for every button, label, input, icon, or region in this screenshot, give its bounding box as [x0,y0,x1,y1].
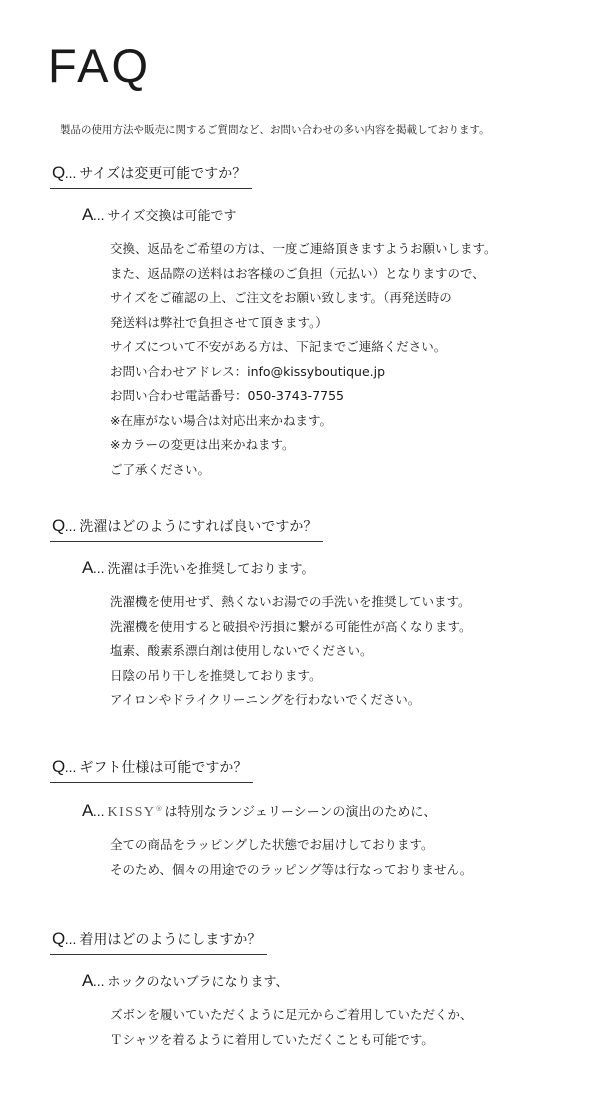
answer-head [82,799,570,823]
answer-line: そのため、個々の用途でのラッピング等は行なっておりません。 [110,861,473,877]
page-title: FAQ [48,39,152,92]
answer-line-email: お問い合わせアドレス：info@kissyboutique.jp [110,363,386,379]
answer-line: ※在庫がない場合は対応出来かねます。 [110,412,332,428]
faq-answer [82,799,570,882]
a-dots: ... [92,973,105,989]
a-marker: A [82,558,93,577]
faq-answer [82,558,570,713]
answer-line-phone: お問い合わせ電話番号：050-3743-7755 [110,388,345,403]
faq-item-washing [50,516,570,713]
answer-body [110,1003,570,1052]
question-text: 着用はどのようにしますか？ [79,932,262,948]
answer-line: 塩素、酸素系漂白剤は使用しないでください。 [110,643,373,658]
brand-logo: KISSY [107,805,156,820]
answer-body [110,590,570,713]
a-dots: ... [92,207,105,223]
answer-line: ※カラーの変更は出来かねます。 [110,437,295,452]
answer-line: また、返品際の送料はお客様のご負担（元払い）となりますので、 [110,265,485,281]
answer-title: 洗濯は手洗いを推奨しております。 [107,562,315,577]
faq-item-size [50,163,570,482]
answer-line: 洗濯機を使用すると破損や汚損に繋がる可能性が高くなります。 [110,618,472,634]
answer-line: 洗濯機を使用せず、熱くないお湯での手洗いを推奨しています。 [110,594,471,609]
answer-head [82,558,570,580]
faq-question [50,929,267,955]
answer-line: ズボンを履いていただくように足元からご着用していただくか、 [110,1007,473,1022]
answer-line: 交換、返品をご希望の方は、一度ご連絡頂きますようお願いします。 [110,241,497,256]
faq-answer [82,205,570,482]
q-dots: ... [64,759,77,775]
answer-head [82,971,570,993]
question-text: 洗濯はどのようにすれば良いですか？ [79,519,318,535]
answer-line: 日陰の吊り干しを推奨しております。 [110,667,322,683]
answer-line: サイズについて不安がある方は、下記までご連絡ください。 [110,339,447,354]
faq-answer [82,971,570,1052]
a-dots: ... [92,560,105,576]
q-marker: Q [52,929,65,948]
faq-item-gift [50,757,570,882]
q-dots: ... [64,165,77,181]
q-dots: ... [64,931,77,947]
answer-title: ホックのないブラになります、 [107,975,289,990]
a-dots: ... [92,803,105,819]
registered-mark: ® [155,805,163,813]
faq-item-wearing [50,929,570,1052]
q-marker: Q [52,757,65,776]
answer-line: 発送料は弊社で負担させて頂きます。） [110,314,328,330]
answer-line: ご了承ください。 [110,461,211,477]
faq-question [50,516,323,542]
q-dots: ... [64,518,77,534]
answer-body [110,237,570,482]
faq-question [50,163,252,189]
a-marker: A [82,801,93,820]
intro-text: 製品の使用方法や販売に関するご質問など、お問い合わせの多い内容を掲載しております。 [60,124,490,136]
question-text: サイズは変更可能ですか？ [79,166,247,182]
question-text: ギフト仕様は可能ですか？ [79,760,248,776]
answer-line: アイロンやドライクリーニングを行わないでください。 [110,692,421,707]
answer-line: 全ての商品をラッピングした状態でお届けしております。 [110,837,434,852]
answer-line: Ｔシャツを着るように着用していただくことも可能です。 [110,1031,434,1047]
q-marker: Q [52,163,65,182]
answer-title: は特別なランジェリーシーンの演出のために、 [164,805,437,820]
answer-title: サイズ交換は可能です [107,209,237,224]
a-marker: A [82,205,93,224]
q-marker: Q [52,516,65,535]
answer-line: サイズをご確認の上、ご注文をお願い致します。（再発送時の [110,290,452,305]
faq-question [50,757,253,783]
a-marker: A [82,971,93,990]
answer-body [110,833,570,882]
answer-head [82,205,570,227]
